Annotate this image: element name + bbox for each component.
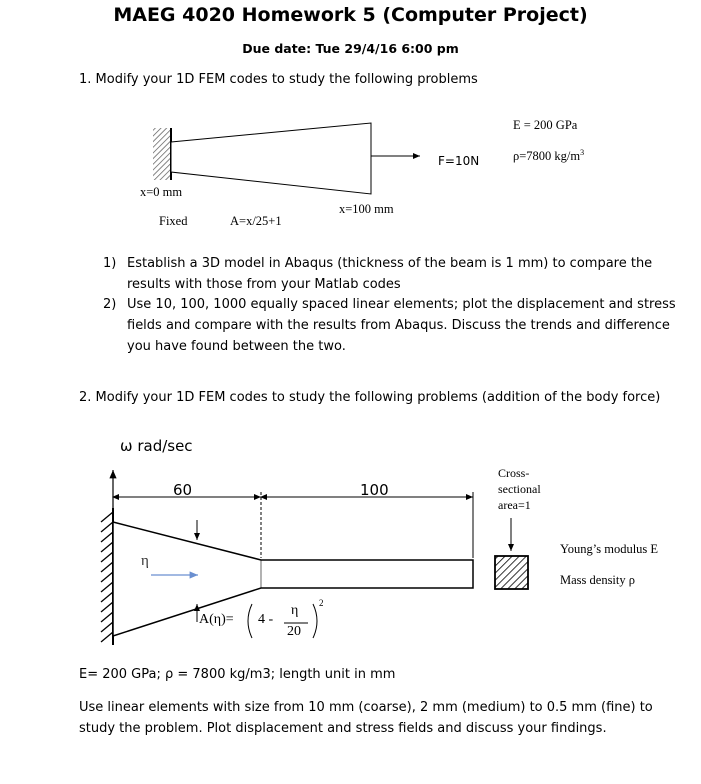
area-function-label: A=x/25+1 bbox=[230, 214, 282, 228]
density-text: ρ=7800 kg/m bbox=[513, 149, 581, 164]
instructions-text: Use linear elements with size from 10 mm (coarse), 2 mm (medium) to 0.5 mm (fine) to study the problem. Plot displacement and stress fields and discuss your findings. bbox=[79, 700, 653, 736]
task-1 bbox=[103, 253, 693, 295]
area-formula-lhs: A(η)= bbox=[199, 612, 234, 627]
area-formula-exponent: 2 bbox=[319, 598, 324, 608]
fixed-wall-1 bbox=[153, 128, 171, 180]
task-2 bbox=[103, 294, 693, 357]
task-2-number: 2) bbox=[103, 297, 117, 312]
question-1-heading: 1. Modify your 1D FEM codes to study the following problems bbox=[79, 72, 478, 87]
eta-label: η bbox=[141, 553, 149, 569]
youngs-modulus-label: Young’s modulus E bbox=[560, 542, 659, 556]
area-formula-denominator: 20 bbox=[287, 624, 301, 639]
x-end-label: x=100 mm bbox=[339, 202, 394, 216]
task-1-number: 1) bbox=[103, 256, 117, 271]
cross-section-label-line2: sectional bbox=[498, 482, 541, 496]
length-60-label: 60 bbox=[173, 481, 193, 499]
x-start-label: x=0 mm bbox=[140, 185, 183, 199]
task-2-text: Use 10, 100, 1000 equally spaced linear elements; plot the displacement and stress fields and compare with the results from Abaqus. Discuss the trends and difference you have found between the two. bbox=[127, 297, 676, 354]
cross-section-label-line3: area=1 bbox=[498, 498, 531, 512]
angular-velocity-label: ω rad/sec bbox=[120, 437, 193, 455]
question-2-heading: 2. Modify your 1D FEM codes to study the following problems (addition of the body force) bbox=[79, 390, 661, 405]
area-formula-constant: 4 - bbox=[258, 612, 274, 627]
due-date: Due date: Tue 29/4/16 6:00 pm bbox=[242, 41, 459, 56]
youngs-modulus-value: E = 200 GPa bbox=[513, 118, 578, 132]
cross-section-square bbox=[495, 556, 528, 589]
task-1-text: Establish a 3D model in Abaqus (thickness of the beam is 1 mm) to compare the results with those from your Matlab codes bbox=[127, 256, 653, 292]
density-exponent: 3 bbox=[580, 148, 585, 157]
page-title: MAEG 4020 Homework 5 (Computer Project) bbox=[113, 4, 588, 26]
cross-section-label-line1: Cross- bbox=[498, 466, 530, 480]
density-value bbox=[513, 148, 584, 164]
fixed-label: Fixed bbox=[159, 214, 188, 228]
material-parameters: E= 200 GPa; ρ = 7800 kg/m3; length unit in mm bbox=[79, 667, 396, 682]
mass-density-label: Mass density ρ bbox=[560, 573, 635, 587]
tapered-bar bbox=[171, 123, 371, 194]
length-100-label: 100 bbox=[360, 481, 389, 499]
force-label: F=10N bbox=[438, 154, 480, 168]
area-formula-numerator: η bbox=[291, 603, 299, 618]
fixed-wall-2 bbox=[101, 508, 113, 645]
